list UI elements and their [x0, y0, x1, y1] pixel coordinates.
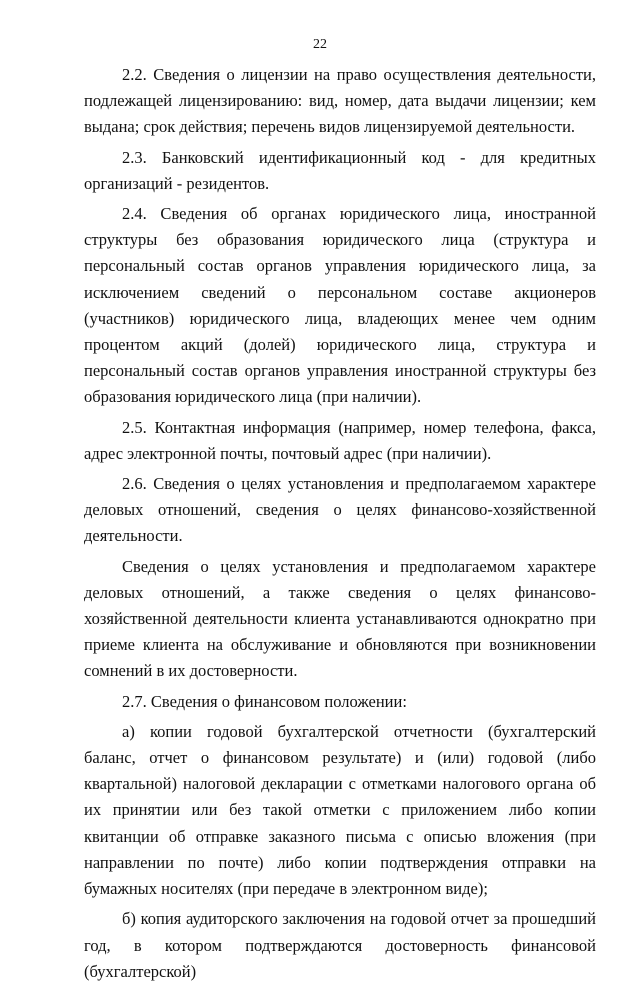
paragraph-2-7-b: б) копия аудиторского заключения на годовой отчет за прошедший год, в котором подтверждаются достоверность финансовой (бухгалтерской) [84, 909, 596, 981]
paragraph-2-4: 2.4. Сведения об органах юридического лица, иностранной структуры без образования юридического лица (структура и персональный состав органов управления юридического лица, за исключением сведений о персональном составе акционеров (участников) юридического лица, владеющих менее чем одним процентом акций (долей) юридического лица, структура и персональный состав органов управления иностранной структуры без образования юридического лица (при наличии). [84, 204, 596, 407]
document-body [84, 62, 596, 989]
paragraph-2-2: 2.2. Сведения о лицензии на право осуществления деятельности, подлежащей лицензированию: вид, номер, дата выдачи лицензии; кем выдана; срок действия; перечень видов лицензируемой деятельности. [84, 65, 596, 137]
paragraph-2-5: 2.5. Контактная информация (например, номер телефона, факса, адрес электронной почты, почтовый адрес (при наличии). [84, 417, 596, 463]
paragraph-2-7: 2.7. Сведения о финансовом положении: [122, 691, 407, 711]
paragraph-2-6: 2.6. Сведения о целях установления и предполагаемом характере деловых отношений, сведения о целях финансово-хозяйственной деятельности. [84, 474, 596, 546]
paragraph-2-3: 2.3. Банковский идентификационный код - для кредитных организаций - резидентов. [84, 147, 596, 193]
paragraph-2-7-a: а) копии годовой бухгалтерской отчетности (бухгалтерский баланс, отчет о финансовом результате) и (или) годовой (либо квартальной) налоговой декларации с отметками налогового органа об их принятии или без такой отметки с приложением либо копии квитанции об отправке заказного письма с описью вложения (при направлении по почте) либо копии подтверждения отправки на бумажных носителях (при передаче в электронном виде); [84, 721, 596, 899]
page-number: 22 [313, 37, 327, 52]
paragraph-2-6-details: Сведения о целях установления и предполагаемом характере деловых отношений, а также сведения о целях финансово-хозяйственной деятельности клиента устанавливаются однократно при приеме клиента на обслуживание и обновляются при возникновении сомнений в их достоверности. [84, 556, 596, 681]
